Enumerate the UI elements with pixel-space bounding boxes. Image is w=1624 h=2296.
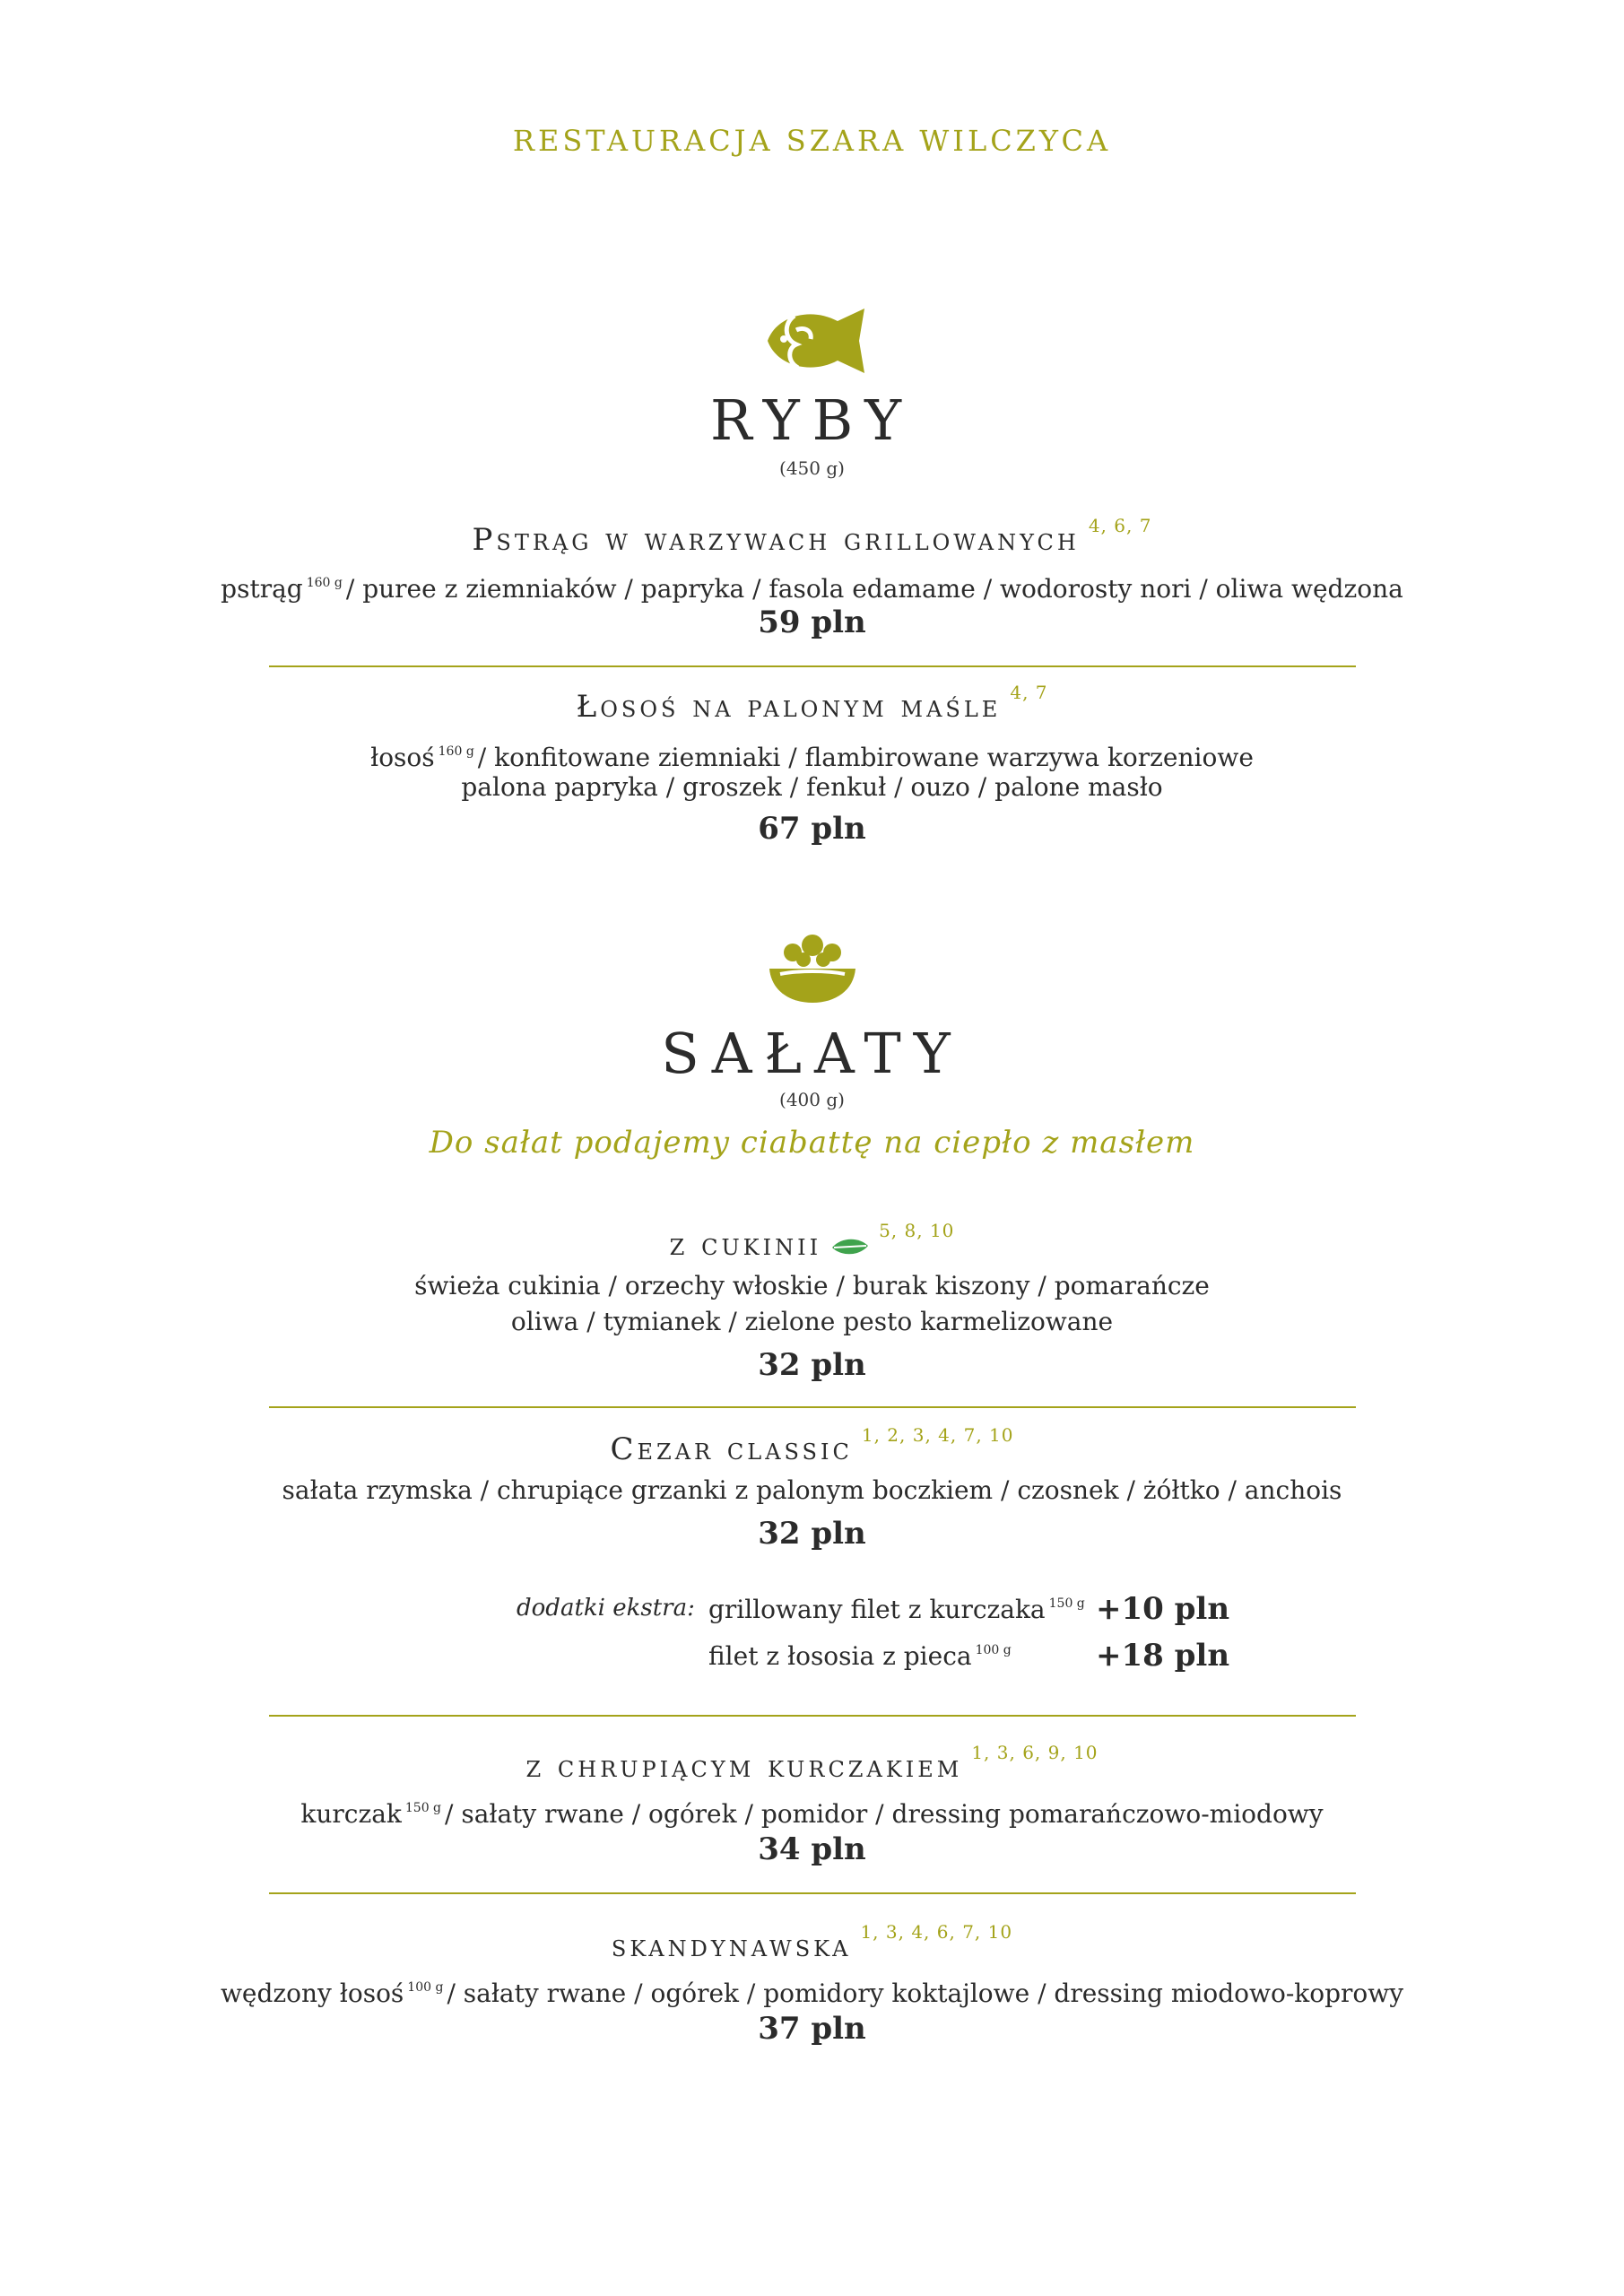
extra-name: grillowany filet z kurczaka [708, 1595, 1046, 1624]
desc-text: wędzony łosoś [220, 1979, 404, 2008]
desc-text: kurczak [300, 1799, 402, 1829]
dish-title: z chrupiącym kurczakiem [525, 1749, 963, 1785]
allergen-codes: 5, 8, 10 [879, 1220, 955, 1241]
weight-sup: 160 g [438, 744, 474, 759]
section-note: Do sałat podajemy ciabattę na ciepło z masłem [429, 1125, 1195, 1161]
section-title-salaty: SAŁATY [661, 1021, 963, 1086]
desc-text: / puree z ziemniaków / papryka / fasola edamame / wodorosty nori / oliwa wędzona [345, 574, 1403, 604]
dish-title: Łosoś na palonym maśle [576, 689, 1002, 725]
section-weight-salaty: (400 g) [779, 1089, 845, 1110]
dish-name [0, 1742, 1624, 1785]
dish-price: 37 pln [758, 2011, 866, 2047]
extra-name: filet z łososia z pieca [708, 1641, 972, 1671]
extra-item [708, 1595, 1085, 1624]
allergen-codes: 1, 3, 4, 6, 7, 10 [860, 1921, 1013, 1943]
weight-sup: 150 g [404, 1801, 442, 1815]
extra-item [708, 1641, 1012, 1671]
dish-title: skandynawska [611, 1928, 852, 1964]
divider [269, 665, 1356, 667]
dish-description [0, 565, 1624, 607]
extra-price: +18 pln [1096, 1638, 1230, 1674]
fish-icon [760, 303, 870, 378]
allergen-codes: 1, 2, 3, 4, 7, 10 [861, 1424, 1014, 1446]
dish-description [0, 1970, 1624, 2012]
restaurant-name: RESTAURACJA SZARA WILCZYCA [512, 124, 1112, 158]
dish-name [0, 1424, 1624, 1467]
section-weight-ryby: (450 g) [779, 457, 845, 479]
dish-name [0, 1220, 1624, 1263]
dish-description: sałata rzymska / chrupiące grzanki z palonym boczkiem / czosnek / żółtko / anchois [282, 1475, 1342, 1505]
weight-sup: 150 g [1048, 1596, 1085, 1611]
divider [269, 1892, 1356, 1894]
dish-description-line2: oliwa / tymianek / zielone pesto karmelizowane [510, 1307, 1114, 1336]
weight-sup: 100 g [407, 1980, 444, 1995]
dish-title: Cezar classic [610, 1431, 853, 1467]
dish-price: 59 pln [758, 604, 866, 640]
desc-text: / sałaty rwane / ogórek / pomidory koktajlowe / dressing miodowo-koprowy [447, 1979, 1404, 2008]
dish-description-line2: palona papryka / groszek / fenkuł / ouzo / palone masło [461, 772, 1163, 802]
desc-text: / konfitowane ziemniaki / flambirowane warzywa korzeniowe [477, 743, 1254, 772]
allergen-codes: 4, 6, 7 [1088, 515, 1152, 536]
dish-description: świeża cukinia / orzechy włoskie / burak kiszony / pomarańcze [414, 1271, 1210, 1300]
leaf-icon [830, 1237, 870, 1257]
weight-sup: 100 g [975, 1643, 1012, 1657]
dish-name [0, 515, 1624, 558]
extra-price: +10 pln [1096, 1591, 1230, 1627]
dish-description [0, 1790, 1624, 1832]
dish-price: 67 pln [758, 811, 866, 847]
allergen-codes: 1, 3, 6, 9, 10 [971, 1742, 1099, 1763]
salad-bowl-icon [766, 933, 859, 1004]
desc-text: / sałaty rwane / ogórek / pomidor / dressing pomarańczowo-miodowy [445, 1799, 1324, 1829]
dish-price: 34 pln [758, 1831, 866, 1867]
divider [269, 1715, 1356, 1717]
dish-name [0, 682, 1624, 725]
desc-text: łosoś [370, 743, 435, 772]
weight-sup: 160 g [306, 576, 343, 590]
dish-title: Pstrąg w warzywach grillowanych [472, 522, 1080, 558]
dish-name [0, 1921, 1624, 1964]
desc-text: pstrąg [221, 574, 303, 604]
extras-label: dodatki ekstra: [517, 1595, 695, 1622]
allergen-codes: 4, 7 [1010, 682, 1048, 703]
dish-price: 32 pln [758, 1516, 866, 1552]
dish-title: z cukinii [669, 1227, 822, 1263]
divider [269, 1406, 1356, 1408]
section-title-ryby: RYBY [709, 387, 915, 453]
dish-price: 32 pln [758, 1347, 866, 1383]
